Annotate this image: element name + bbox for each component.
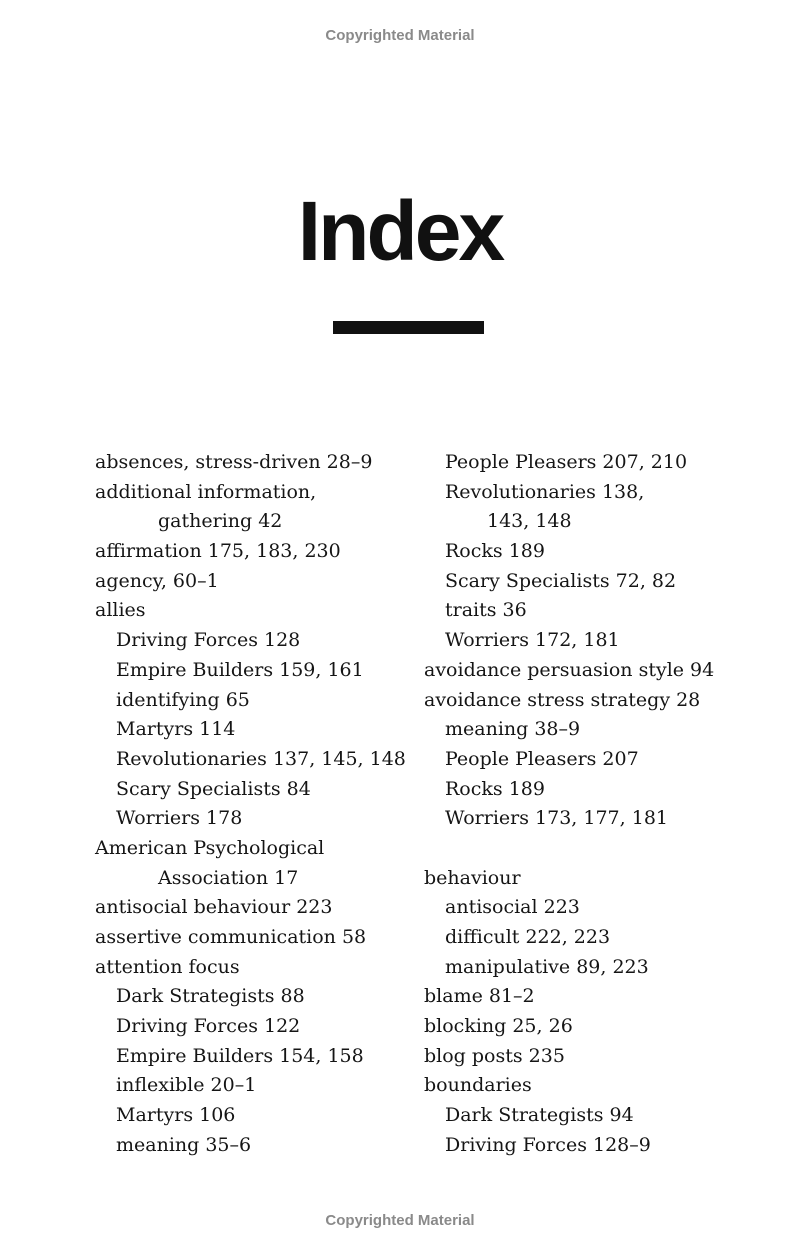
index-entry: behaviour [424, 866, 521, 889]
index-subentry: Scary Specialists 84 [116, 777, 311, 800]
index-subentry: Revolutionaries 137, 145, 148 [116, 747, 406, 770]
index-subentry: Worriers 172, 181 [445, 629, 620, 652]
index-entry: blog posts 235 [424, 1044, 565, 1067]
index-subentry: inflexible 20–1 [116, 1074, 257, 1097]
index-subentry: meaning 38–9 [445, 718, 581, 741]
index-subentry: Scary Specialists 72, 82 [445, 569, 677, 592]
index-entry: attention focus [95, 955, 240, 978]
index-subentry: Empire Builders 154, 158 [116, 1044, 364, 1067]
index-subentry: Rocks 189 [445, 540, 545, 563]
index-entry: affirmation 175, 183, 230 [95, 540, 341, 563]
index-subentry: People Pleasers 207 [445, 747, 639, 770]
index-subentry: Worriers 173, 177, 181 [445, 807, 668, 830]
index-entry: blame 81–2 [424, 985, 535, 1008]
copyright-watermark-top: Copyrighted Material [325, 27, 475, 44]
index-subentry: Dark Strategists 88 [116, 985, 305, 1008]
index-subentry: identifying 65 [116, 688, 250, 711]
index-subentry: Association 17 [158, 866, 299, 889]
index-subentry: difficult 222, 223 [445, 926, 611, 948]
index-entry: absences, stress-driven 28–9 [95, 451, 373, 473]
index-entry: agency, 60–1 [95, 569, 219, 592]
index-entry: boundaries [424, 1074, 532, 1097]
index-subentry: Martyrs 114 [116, 718, 236, 741]
index-entry: blocking 25, 26 [424, 1015, 573, 1038]
index-entry: avoidance persuasion style 94 [424, 658, 715, 681]
index-subentry: People Pleasers 207, 210 [445, 451, 688, 473]
index-entry: American Psychological [95, 836, 325, 859]
index-subentry: Worriers 178 [116, 807, 243, 830]
page-title: Index [297, 184, 503, 278]
index-subentry: meaning 35–6 [116, 1133, 252, 1156]
index-subentry: 143, 148 [487, 510, 572, 533]
index-column-left [95, 448, 415, 1161]
index-subentry: manipulative 89, 223 [445, 955, 649, 978]
index-subentry: Rocks 189 [445, 777, 545, 800]
index-subentry: Revolutionaries 138, [445, 480, 645, 503]
index-subentry: Driving Forces 128 [116, 629, 301, 652]
index-entry: allies [95, 599, 146, 622]
index-subentry: Martyrs 106 [116, 1104, 236, 1127]
index-subentry: Dark Strategists 94 [445, 1104, 634, 1127]
index-subentry: Empire Builders 159, 161 [116, 658, 364, 681]
index-subentry: Driving Forces 122 [116, 1015, 301, 1038]
index-subentry: Driving Forces 128–9 [445, 1133, 651, 1156]
title-underline-rule [333, 321, 484, 334]
index-entry: antisocial behaviour 223 [95, 896, 333, 919]
index-subentry: antisocial 223 [445, 896, 580, 919]
index-entry: assertive communication 58 [95, 926, 367, 948]
index-entry: additional information, [95, 480, 317, 503]
index-column-right [424, 448, 764, 1161]
index-gap [424, 834, 764, 864]
index-entry: avoidance stress strategy 28 [424, 688, 701, 711]
index-subentry: traits 36 [445, 599, 527, 622]
copyright-watermark-bottom: Copyrighted Material [325, 1212, 475, 1229]
index-subentry: gathering 42 [158, 510, 283, 533]
